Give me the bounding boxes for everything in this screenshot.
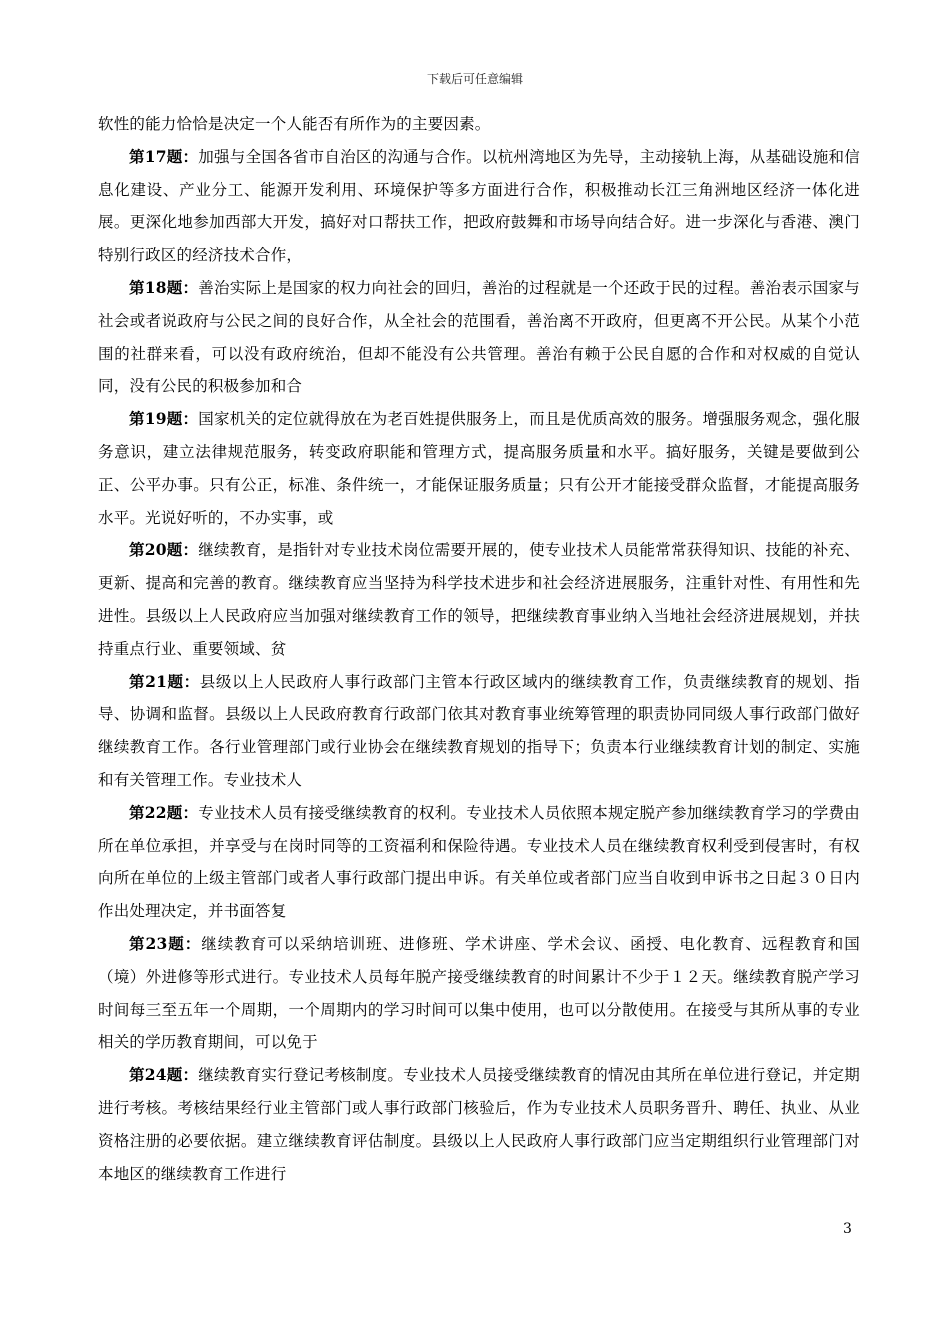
question-label: 第19题： [129, 409, 199, 429]
question-text: 继续教育实行登记考核制度。专业技术人员接受继续教育的情况由其所在单位进行登记，并定期进行考核。考核结果经行业主管部门或人事行政部门核验后，作为专业技术人员职务晋升、聘任、执业、从业资格注册的必要依据。建立继续教育评估制度。县级以上人民政府人事行政部门应当定期组织行业管理部门对本地区的继续教育工作进行 [98, 1066, 860, 1183]
question-label: 第18题： [129, 277, 199, 297]
question-label: 第22题： [129, 802, 199, 822]
question-label: 第21题： [129, 671, 200, 691]
question-paragraph-24 [98, 1059, 860, 1190]
question-text: 加强与全国各省市自治区的沟通与合作。以杭州湾地区为先导，主动接轨上海，从基础设施和信息化建设、产业分工、能源开发利用、环境保护等多方面进行合作，积极推动长江三角洲地区经济一体化进展。更深化地参加西部大开发，搞好对口帮扶工作，把政府鼓舞和市场导向结合好。进一步深化与香港、澳门特别行政区的经济技术合作， [98, 147, 860, 265]
question-text: 国家机关的定位就得放在为老百姓提供服务上，而且是优质高效的服务。增强服务观念，强化服务意识，建立法律规范服务，转变政府职能和管理方式，提高服务质量和水平。搞好服务，关键是要做到公正、公平办事。只有公正，标准、条件统一，才能保证服务质量；只有公开才能接受群众监督，才能提高服务水平。光说好听的，不办实事，或 [98, 410, 860, 527]
question-paragraph-21 [98, 666, 860, 797]
question-label: 第23题： [129, 933, 202, 953]
question-text: 继续教育可以采纳培训班、进修班、学术讲座、学术会议、函授、电化教育、远程教育和国（境）外进修等形式进行。专业技术人员每年脱产接受继续教育的时间累计不少于１２天。继续教育脱产学习时间每三至五年一个周期，一个周期内的学习时间可以集中使用，也可以分散使用。在接受与其所从事的专业相关的学历教育期间，可以免于 [98, 934, 860, 1052]
page-header: 下载后可任意编辑 [426, 72, 523, 86]
question-label: 第24题： [129, 1065, 199, 1085]
intro-paragraph: 软性的能力恰恰是决定一个人能否有所作为的主要因素。 [98, 115, 491, 133]
question-text: 专业技术人员有接受继续教育的权利。专业技术人员依照本规定脱产参加继续教育学习的学费由所在单位承担，并享受与在岗时同等的工资福利和保险待遇。专业技术人员在继续教育权利受到侵害时，有权向所在单位的上级主管部门或者人事行政部门提出申诉。有关单位或者部门应当自收到申诉书之日起３０日内作出处理决定，并书面答复 [98, 803, 860, 921]
question-paragraph-19 [98, 403, 860, 534]
question-paragraph-23 [98, 928, 860, 1059]
question-paragraph-22 [98, 797, 860, 928]
question-label: 第20题： [129, 540, 199, 560]
document-body [98, 108, 860, 1190]
question-paragraph-20 [98, 534, 860, 665]
question-text: 县级以上人民政府人事行政部门主管本行政区域内的继续教育工作，负责继续教育的规划、指导、协调和监督。县级以上人民政府教育行政部门依其对教育事业统筹管理的职责协同同级人事行政部门做好继续教育工作。各行业管理部门或行业协会在继续教育规划的指导下；负责本行业继续教育计划的制定、实施和有关管理工作。专业技术人 [98, 672, 860, 789]
question-label: 第17题： [129, 146, 199, 166]
question-paragraph-17 [98, 141, 860, 272]
question-text: 继续教育，是指针对专业技术岗位需要开展的，使专业技术人员能常常获得知识、技能的补充、更新、提高和完善的教育。继续教育应当坚持为科学技术进步和社会经济进展服务，注重针对性、有用性和先进性。县级以上人民政府应当加强对继续教育工作的领导，把继续教育事业纳入当地社会经济进展规划，并扶持重点行业、重要领域、贫 [98, 541, 860, 658]
question-paragraph-18 [98, 272, 860, 403]
question-text: 善治实际上是国家的权力向社会的回归，善治的过程就是一个还政于民的过程。善治表示国家与社会或者说政府与公民之间的良好合作，从全社会的范围看，善治离不开政府，但更离不开公民。从某个小范围的社群来看，可以没有政府统治，但却不能没有公共管理。善治有赖于公民自愿的合作和对权威的自觉认同，没有公民的积极参加和合 [98, 278, 860, 396]
page-number: 3 [843, 1221, 852, 1237]
